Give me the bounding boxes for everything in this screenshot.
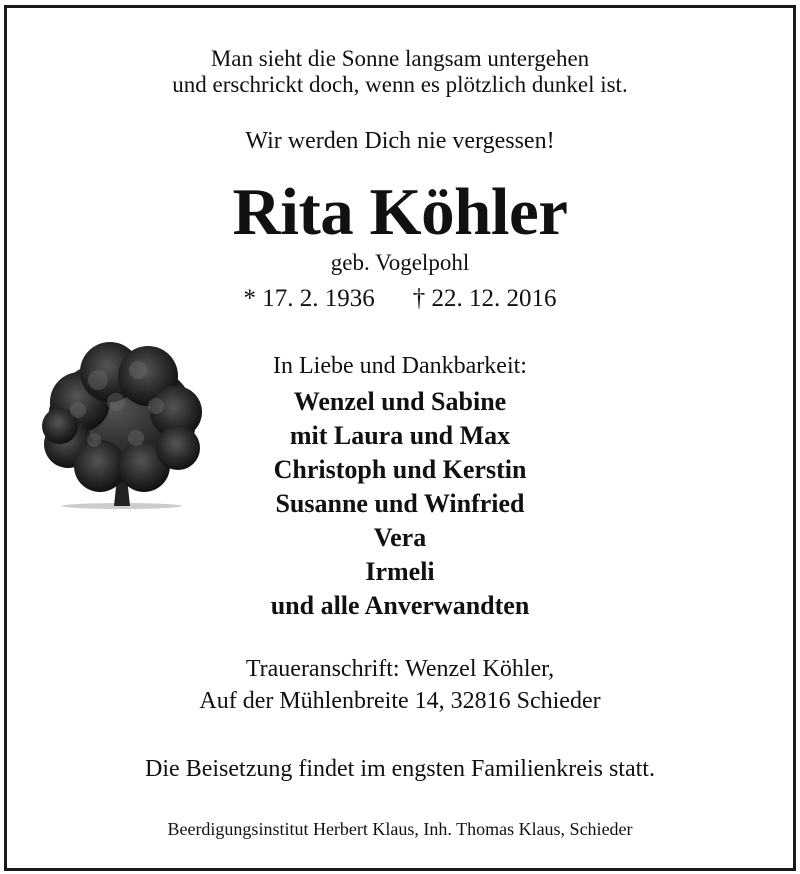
quote-line-1: Man sieht die Sonne langsam untergehen bbox=[210, 46, 590, 71]
tree-icon bbox=[40, 340, 205, 510]
death-date: † 22. 12. 2016 bbox=[412, 285, 557, 312]
burial-note: Die Beisetzung findet im engsten Familienkreis statt. bbox=[145, 756, 655, 782]
family-member: Wenzel und Sabine bbox=[293, 387, 507, 416]
mourning-address-line-1: Traueranschrift: Wenzel Köhler, bbox=[245, 656, 555, 682]
remembrance-line: Wir werden Dich nie vergessen! bbox=[245, 128, 555, 154]
family-member: Christoph und Kerstin bbox=[273, 455, 527, 484]
maiden-name: geb. Vogelpohl bbox=[330, 250, 470, 275]
family-member: Susanne und Winfried bbox=[275, 489, 525, 518]
family-intro: In Liebe und Dankbarkeit: bbox=[273, 353, 527, 379]
birth-date: * 17. 2. 1936 bbox=[243, 285, 375, 312]
mourning-address-line-2: Auf der Mühlenbreite 14, 32816 Schieder bbox=[199, 688, 601, 714]
quote-line-2: und erschrickt doch, wenn es plötzlich dunkel ist. bbox=[172, 72, 628, 97]
family-member: Irmeli bbox=[365, 557, 435, 586]
deceased-name: Rita Köhler bbox=[232, 175, 568, 249]
family-member: mit Laura und Max bbox=[289, 421, 511, 450]
family-member: Vera bbox=[373, 523, 427, 552]
life-dates bbox=[0, 285, 800, 313]
family-member: und alle Anverwandten bbox=[270, 591, 530, 620]
undertaker-credit: Beerdigungsinstitut Herbert Klaus, Inh. Thomas Klaus, Schieder bbox=[167, 819, 633, 839]
